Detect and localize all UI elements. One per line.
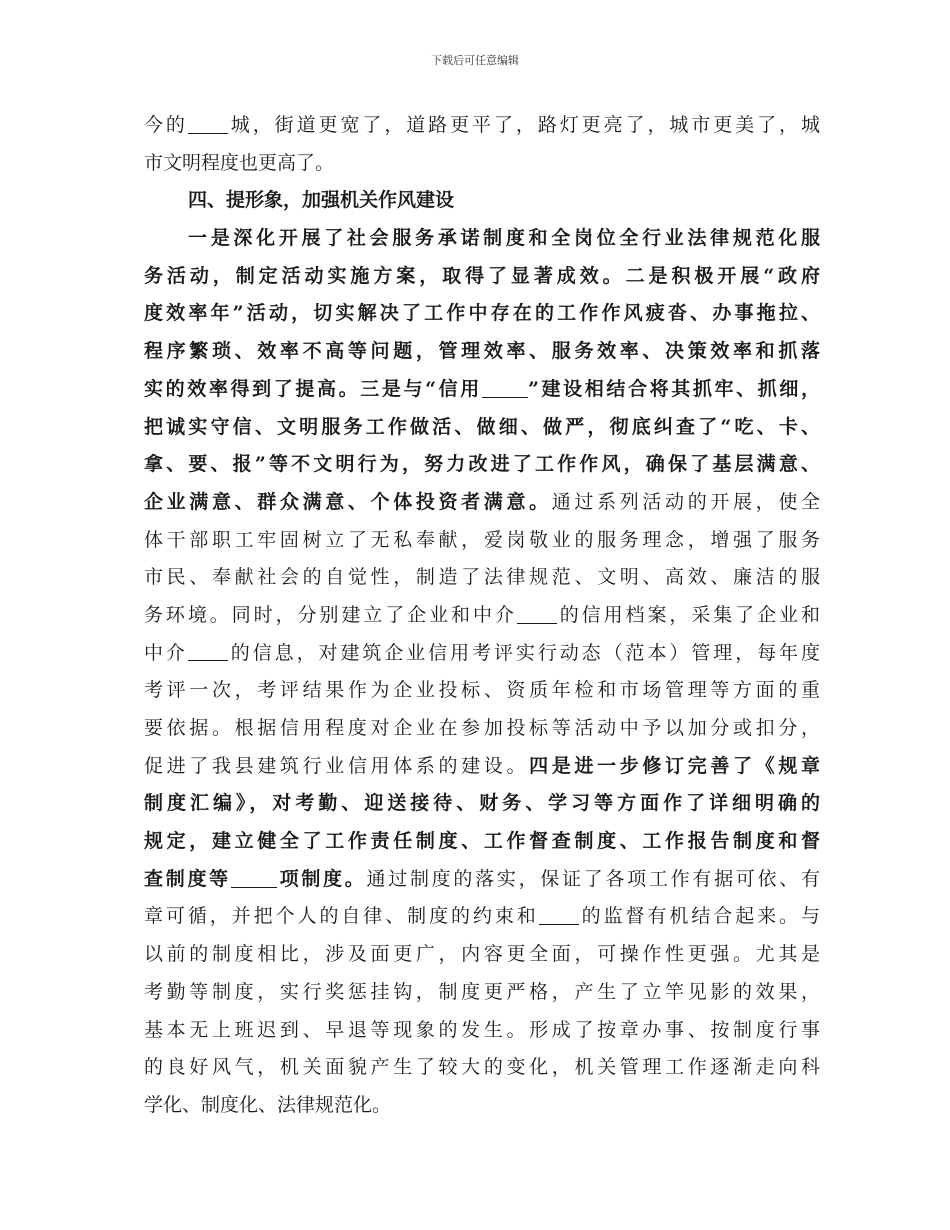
text-line: 拿、要、报”等不文明行为，努力改进了工作作风，确保了基层满意、 [144, 453, 820, 476]
text-line: 考评一次，考评结果作为企业投标、资质年检和市场管理等方面的重 [144, 679, 820, 702]
blank-underline [517, 604, 557, 624]
text-line: 的良好风气，机关面貌产生了较大的变化，机关管理工作逐渐走向科 [144, 1056, 820, 1079]
text-line: 查制度等 项制度。通过制度的落实，保证了各项工作有据可依、有 [144, 867, 820, 890]
text-line: 今的 城，街道更宽了，道路更平了，路灯更亮了，城市更美了，城 [144, 114, 820, 136]
text-line: 企业满意、群众满意、个体投资者满意。通过系列活动的开展，使全 [144, 490, 820, 513]
text-line: 以前的制度相比，涉及面更广，内容更全面，可操作性更强。尤其是 [144, 943, 820, 966]
text-line: 规定，建立健全了工作责任制度、工作督查制度、工作报告制度和督 [144, 830, 820, 853]
text-line: 体干部职工牢固树立了无私奉献，爱岗敬业的服务理念，增强了服务 [144, 528, 820, 551]
text-line: 促进了我县建筑行业信用体系的建设。四是进一步修订完善了《规章 [144, 754, 820, 777]
text-line: 考勤等制度，实行奖惩挂钩，制度更严格，产生了立竿见影的效果， [144, 980, 820, 1003]
text-line: 实的效率得到了提高。三是与“信用 ”建设相结合将其抓牢、抓细， [144, 377, 820, 400]
text-line: 基本无上班迟到、早退等现象的发生。形成了按章办事、按制度行事 [144, 1018, 820, 1041]
document-body [144, 107, 820, 1125]
text-line: 制度汇编》，对考勤、迎送接待、财务、学习等方面作了详细明确的 [144, 792, 820, 815]
text-line: 程序繁琐、效率不高等问题，管理效率、服务效率、决策效率和抓落 [144, 340, 820, 363]
text-line: 学化、制度化、法律规范化。 [144, 1093, 392, 1116]
blank-underline [539, 905, 579, 925]
blank-underline [231, 868, 277, 888]
text-line: 把诚实守信、文明服务工作做活、做细、做严，彻底纠查了“吃、卡、 [144, 415, 820, 438]
text-line: 市文明程度也更高了。 [144, 151, 335, 174]
text-line: 章可循，并把个人的自律、制度的约束和 的监督有机结合起来。与 [144, 905, 820, 928]
text-line: 务环境。同时，分别建立了企业和中介 的信用档案，采集了企业和 [144, 603, 820, 626]
blank-underline [482, 378, 528, 398]
text-line: 务活动，制定活动实施方案，取得了显著成效。二是积极开展“政府 [144, 264, 820, 287]
text-line: 一是深化开展了社会服务承诺制度和全岗位全行业法律规范化服 [188, 227, 820, 250]
blank-underline [188, 114, 228, 134]
text-line: 度效率年”活动，切实解决了工作中存在的工作作风疲沓、办事拖拉、 [144, 302, 820, 325]
text-line: 市民、奉献社会的自觉性，制造了法律规范、文明、高效、廉洁的服 [144, 566, 820, 589]
text-line: 中介 的信息，对建筑企业信用考评实行动态（范本）管理，每年度 [144, 641, 820, 664]
blank-underline [188, 641, 228, 661]
text-line: 要依据。根据信用程度对企业在参加投标等活动中予以加分或扣分， [144, 717, 820, 739]
page-header: 下载后可任意编辑 [431, 54, 519, 67]
section-heading: 四、提形象，加强机关作风建设 [188, 189, 455, 212]
